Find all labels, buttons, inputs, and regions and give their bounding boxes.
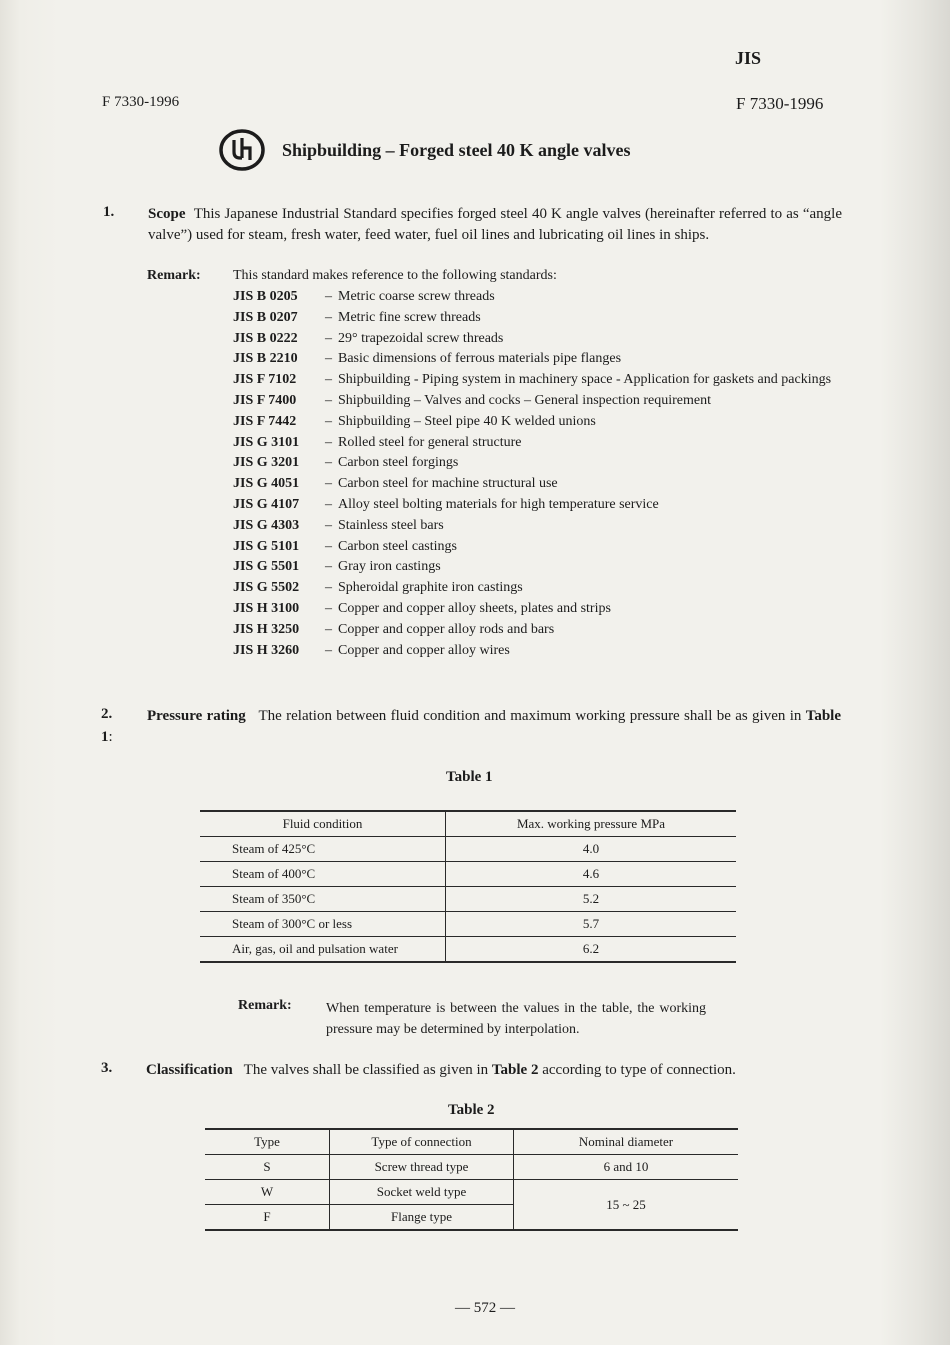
standard-description: Carbon steel castings [338,538,457,554]
standard-dash: – [325,434,332,450]
connection-cell: Flange type [330,1205,514,1231]
standard-description: Metric coarse screw threads [338,289,495,304]
standard-item [233,516,845,537]
standard-code: JIS G 5101 [233,538,300,554]
diameter-cell: 15 ~ 25 [514,1180,739,1231]
standard-code: JIS G 3201 [233,455,300,471]
table-row [200,862,736,887]
header-code-right: F 7330-1996 [736,94,824,113]
pressure-cell: 6.2 [446,937,737,963]
standard-code: JIS G 4051 [233,476,300,492]
standard-code: JIS H 3100 [233,600,300,616]
standard-item [233,537,845,558]
table-1-caption: Table 1 [446,769,493,785]
section-2-heading: Pressure rating [147,708,246,724]
standard-description: Alloy steel bolting materials for high temperature service [338,496,659,512]
standard-dash: – [325,559,332,575]
standard-code: JIS B 0207 [233,309,298,325]
standard-description: 29° trapezoidal screw threads [338,330,504,346]
section-2-text-block [101,706,841,748]
section-2-text-end: : [108,729,113,745]
section-1-remark-text: This standard makes reference to the following standards: [233,268,557,283]
standard-item [233,433,845,454]
fluid-condition-cell: Steam of 350°C [200,887,446,912]
standard-code: JIS G 4303 [233,517,300,533]
standard-description: Rolled steel for general structure [338,434,522,450]
standard-dash: – [325,413,332,429]
standard-code: JIS F 7102 [233,372,297,388]
jis-mark: JIS [735,48,762,68]
standard-code: JIS F 7400 [233,392,297,408]
standard-item [233,287,845,308]
standard-item [233,599,845,620]
jis-mark-icon [218,128,266,172]
table-row [200,912,736,937]
standard-code: JIS B 2210 [233,351,298,367]
standard-code: JIS F 7442 [233,413,297,429]
standard-dash: – [325,392,332,408]
standard-description: Shipbuilding - Piping system in machinery space - Application for gaskets and packings [338,372,832,388]
standard-description: Spheroidal graphite iron castings [338,580,523,596]
standard-item [233,578,845,599]
standard-description: Copper and copper alloy rods and bars [338,621,555,637]
standard-description: Stainless steel bars [338,517,444,533]
standard-description: Carbon steel forgings [338,455,459,471]
page-title: Shipbuilding – Forged steel 40 K angle valves [282,139,631,160]
standard-dash: – [325,538,332,554]
col-fluid-condition: Fluid condition [200,811,446,837]
standard-description: Carbon steel for machine structural use [338,476,558,492]
standard-dash: – [325,642,332,658]
fluid-condition-cell: Steam of 300°C or less [200,912,446,937]
connection-cell: Screw thread type [330,1155,514,1180]
standard-code: JIS G 3101 [233,434,300,450]
standard-code: JIS G 5502 [233,580,300,596]
standard-code: JIS H 3250 [233,621,300,637]
section-3-text-end: according to type of connection. [542,1062,736,1078]
standard-dash: – [325,580,332,596]
referenced-standards-list [233,287,845,661]
standard-dash: – [325,476,332,492]
standard-dash: – [325,455,332,471]
section-2-remark-text: When temperature is between the values in the table, the working pressure may be determined by interpolation. [326,1001,706,1037]
standard-item [233,370,845,391]
section-2-number: 2. [101,706,113,722]
section-1-scope [148,204,842,246]
standard-dash: – [325,309,332,325]
section-2-table-ref: Table 1 [101,708,841,745]
fluid-condition-cell: Air, gas, oil and pulsation water [200,937,446,963]
type-cell: S [205,1155,330,1180]
standard-description: Gray iron castings [338,559,441,575]
standard-item [233,329,845,350]
section-3-heading: Classification [146,1062,233,1078]
table-header-row [205,1129,738,1155]
standard-dash: – [325,621,332,637]
standard-dash: – [325,289,332,304]
standard-item [233,308,845,329]
col-max-pressure: Max. working pressure MPa [446,811,737,837]
page-number: — 572 — [455,1300,515,1316]
table-row [200,937,736,963]
standard-dash: – [325,351,332,367]
standard-code: JIS G 4107 [233,496,300,512]
standard-item [233,557,845,578]
table-header-row [200,811,736,837]
col-nominal-diameter: Nominal diameter [514,1129,739,1155]
section-3-text-block [146,1060,846,1081]
pressure-cell: 4.0 [446,837,737,862]
standard-description: Basic dimensions of ferrous materials pipe flanges [338,351,622,367]
section-1-text: This Japanese Industrial Standard specifies forged steel 40 K angle valves (hereinafter referred to as “angle valve”) used for steam, fresh water, feed water, fuel oil lines and lubricating oil lines in ships. [148,206,843,243]
pressure-cell: 5.7 [446,912,737,937]
section-1-heading: Scope [148,206,186,222]
connection-cell: Socket weld type [330,1180,514,1205]
standard-description: Copper and copper alloy wires [338,642,510,658]
pressure-table [200,810,736,963]
section-2-text: The relation between fluid condition and maximum working pressure shall be as given in [258,708,802,724]
table-row [200,837,736,862]
standard-dash: – [325,517,332,533]
standard-code: JIS B 0222 [233,330,298,346]
table-row [200,887,736,912]
standard-item [233,620,845,641]
diameter-cell: 6 and 10 [514,1155,739,1180]
table-row [205,1155,738,1180]
standard-code: JIS G 5501 [233,559,300,575]
standard-code: JIS B 0205 [233,289,298,304]
col-type-of-connection: Type of connection [330,1129,514,1155]
standard-dash: – [325,600,332,616]
header-code-left: F 7330-1996 [102,94,180,110]
fluid-condition-cell: Steam of 400°C [200,862,446,887]
type-cell: W [205,1180,330,1205]
standard-item [233,474,845,495]
title-row [218,128,631,172]
standard-code: JIS H 3260 [233,642,300,658]
section-3-text: The valves shall be classified as given in [243,1062,489,1078]
type-cell: F [205,1205,330,1231]
standard-description: Copper and copper alloy sheets, plates and strips [338,600,611,616]
standard-dash: – [325,330,332,346]
col-type: Type [205,1129,330,1155]
standard-item [233,349,845,370]
standard-item [233,412,845,433]
section-3-number: 3. [101,1060,113,1076]
classification-table [205,1128,738,1231]
section-1-number: 1. [103,204,115,220]
section-1-remark-label: Remark: [147,268,201,283]
section-2-remark-label: Remark: [238,998,292,1013]
standard-description: Shipbuilding – Valves and cocks – General inspection requirement [338,392,711,408]
standard-dash: – [325,372,332,388]
fluid-condition-cell: Steam of 425°C [200,837,446,862]
section-3-table-ref: Table 2 [491,1062,539,1078]
standard-item [233,453,845,474]
standard-item [233,391,845,412]
table-2-caption: Table 2 [448,1102,495,1118]
standard-dash: – [325,496,332,512]
pressure-cell: 4.6 [446,862,737,887]
standard-description: Metric fine screw threads [338,309,481,325]
pressure-cell: 5.2 [446,887,737,912]
standard-description: Shipbuilding – Steel pipe 40 K welded unions [338,413,596,429]
table-row [205,1180,738,1205]
standard-item [233,641,845,662]
standard-item [233,495,845,516]
